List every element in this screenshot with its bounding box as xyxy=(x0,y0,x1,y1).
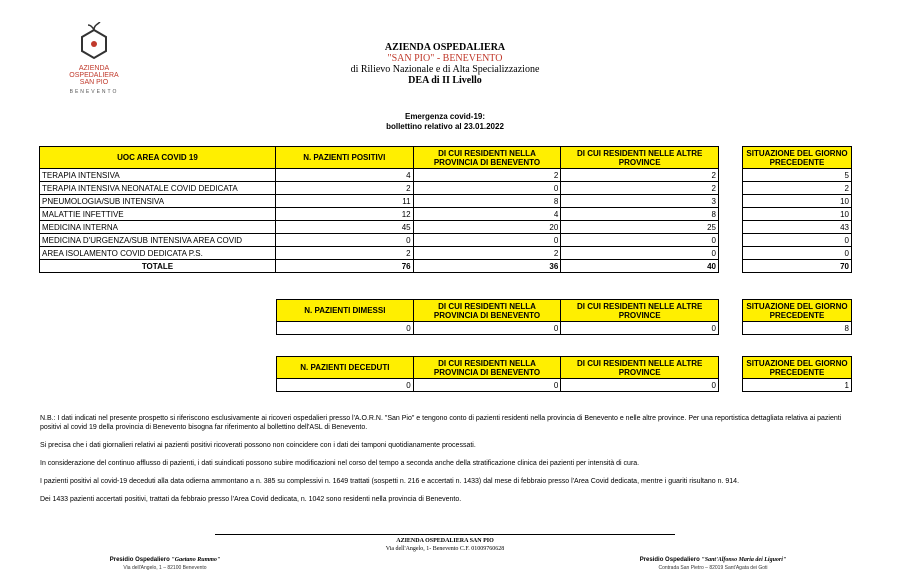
row-bn: 2 xyxy=(413,169,561,182)
dimessi-prev-header: SITUAZIONE DEL GIORNO PRECEDENTE xyxy=(743,300,852,322)
col-header-positivi: N. PAZIENTI POSITIVI xyxy=(275,147,413,169)
header-subtitle: "SAN PIO" - BENEVENTO xyxy=(387,53,503,64)
logo-city: BENEVENTO xyxy=(69,89,119,95)
row-positivi: 45 xyxy=(275,221,413,234)
row-bn: 8 xyxy=(413,195,561,208)
table-row xyxy=(40,247,719,260)
row-altre: 2 xyxy=(561,169,719,182)
table-row xyxy=(743,169,852,182)
row-positivi: 2 xyxy=(275,247,413,260)
footer-left xyxy=(95,556,235,572)
footer-right-address: Contrada San Pietro – 82019 Sant'Agata dei Goti xyxy=(658,565,768,571)
hospital-logo xyxy=(64,22,124,102)
table-row xyxy=(743,208,852,221)
deceduti-header-altre: DI CUI RESIDENTI NELLE ALTRE PROVINCE xyxy=(561,357,719,379)
col-header-uoc: UOC AREA COVID 19 xyxy=(40,147,276,169)
table-row xyxy=(40,221,719,234)
row-bn: 4 xyxy=(413,208,561,221)
deceduti-value-bn: 0 xyxy=(413,379,561,392)
note-paragraph: I pazienti positivi al covid-19 deceduti alla data odierna ammontano a n. 385 su complessivi n. 1649 trattati (sospetti n. 216 e accertati n. 1433) dal mese di febbraio presso l'Area Covid dedicata, mentre i guariti risultano n. 914. xyxy=(40,478,740,485)
table-row xyxy=(743,195,852,208)
row-prev: 43 xyxy=(743,221,852,234)
row-bn: 0 xyxy=(413,182,561,195)
footer-right xyxy=(618,556,808,572)
deceduti-table xyxy=(276,356,719,392)
row-name: TERAPIA INTENSIVA xyxy=(40,169,276,182)
report-title xyxy=(250,112,640,132)
footer-right-name: "Sant'Alfonso Maria dei Liguori" xyxy=(701,557,787,563)
row-prev: 5 xyxy=(743,169,852,182)
deceduti-value: 0 xyxy=(277,379,414,392)
deceduti-prev-header: SITUAZIONE DEL GIORNO PRECEDENTE xyxy=(743,357,852,379)
prev-table xyxy=(742,146,852,273)
row-bn: 2 xyxy=(413,247,561,260)
col-header-bn: DI CUI RESIDENTI NELLA PROVINCIA DI BENEVENTO xyxy=(413,147,561,169)
deceduti-prev-value: 1 xyxy=(743,379,852,392)
col-header-prev: SITUAZIONE DEL GIORNO PRECEDENTE xyxy=(743,147,852,169)
row-altre: 0 xyxy=(561,234,719,247)
dimessi-value-altre: 0 xyxy=(561,322,719,335)
dimessi-header-altre: DI CUI RESIDENTI NELLE ALTRE PROVINCE xyxy=(561,300,719,322)
table-row xyxy=(40,182,719,195)
table-row xyxy=(40,208,719,221)
row-altre: 3 xyxy=(561,195,719,208)
row-prev: 10 xyxy=(743,195,852,208)
row-prev: 10 xyxy=(743,208,852,221)
note-paragraph: In considerazione del continuo afflusso di pazienti, i dati suindicati possono subire modificazioni nel corso del tempo a seconda anche della stratificazione clinica dei pazienti per intensità di cura. xyxy=(40,460,640,467)
total-positivi: 76 xyxy=(275,260,413,273)
row-bn: 20 xyxy=(413,221,561,234)
main-table xyxy=(39,146,719,273)
hospital-logo-icon xyxy=(76,22,112,60)
footer-right-label: Presidio Ospedaliero xyxy=(639,557,702,563)
deceduti-value-altre: 0 xyxy=(561,379,719,392)
dimessi-header: N. PAZIENTI DIMESSI xyxy=(277,300,414,322)
row-name: TERAPIA INTENSIVA NEONATALE COVID DEDICATA xyxy=(40,182,276,195)
header-line-3: di Rilievo Nazionale e di Alta Specializzazione xyxy=(350,64,540,75)
footer-center-address: Via dell'Angelo, 1- Benevento C.F. 01009760628 xyxy=(385,546,505,552)
deceduti-header-bn: DI CUI RESIDENTI NELLA PROVINCIA DI BENEVENTO xyxy=(413,357,561,379)
row-positivi: 2 xyxy=(275,182,413,195)
dimessi-table xyxy=(276,299,719,335)
dimessi-prev-table xyxy=(742,299,852,335)
total-bn: 36 xyxy=(413,260,561,273)
total-row xyxy=(743,260,852,273)
footer-left-name: "Gaetano Rummo" xyxy=(171,557,221,563)
row-name: MEDICINA INTERNA xyxy=(40,221,276,234)
row-positivi: 0 xyxy=(275,234,413,247)
deceduti-prev-table xyxy=(742,356,852,392)
table-row xyxy=(743,234,852,247)
footer-divider xyxy=(215,534,675,535)
footer-center-title: AZIENDA OSPEDALIERA SAN PIO xyxy=(396,538,494,544)
row-prev: 0 xyxy=(743,234,852,247)
header-line-4: DEA di II Livello xyxy=(408,75,482,86)
footer-center xyxy=(250,537,640,553)
footer-left-label: Presidio Ospedaliero xyxy=(109,557,172,563)
row-altre: 8 xyxy=(561,208,719,221)
logo-line-2: OSPEDALIERA xyxy=(69,72,119,79)
row-name: PNEUMOLOGIA/SUB INTENSIVA xyxy=(40,195,276,208)
table-row xyxy=(40,195,719,208)
row-prev: 2 xyxy=(743,182,852,195)
header-title: AZIENDA OSPEDALIERA xyxy=(384,42,506,53)
note-paragraph: Si precisa che i dati giornalieri relativi ai pazienti positivi ricoverati possono non coincidere con i dati dei tamponi quotidianamente processati. xyxy=(40,442,476,449)
row-altre: 25 xyxy=(561,221,719,234)
note-paragraph: Dei 1433 pazienti accertati positivi, trattati da febbraio presso l'Area Covid dedicata, n. 1042 sono residenti nella provincia di Benevento. xyxy=(40,496,462,503)
table-row xyxy=(743,182,852,195)
row-altre: 2 xyxy=(561,182,719,195)
dimessi-value-bn: 0 xyxy=(413,322,561,335)
row-name: MALATTIE INFETTIVE xyxy=(40,208,276,221)
total-row xyxy=(40,260,719,273)
footer-left-address: Via dell'Angelo, 1 – 82100 Benevento xyxy=(123,565,207,571)
row-positivi: 12 xyxy=(275,208,413,221)
row-altre: 0 xyxy=(561,247,719,260)
dimessi-prev-value: 8 xyxy=(743,322,852,335)
document-header xyxy=(250,42,640,86)
total-altre: 40 xyxy=(561,260,719,273)
dimessi-value: 0 xyxy=(277,322,414,335)
row-prev: 0 xyxy=(743,247,852,260)
note-paragraph: N.B.: I dati indicati nel presente prospetto si riferiscono esclusivamente ai ricoveri ospedalieri presso l'A.O.R.N. "San Pio" e tengono conto di pazienti residenti nella provincia di Benevento e nelle altre province. Per una reportistica dettagliata relativa ai pazienti positivi al covid 19 della provincia di Benevento bisogna far riferimento al bollettino dell'ASL di Benevento. xyxy=(40,415,842,431)
row-name: MEDICINA D'URGENZA/SUB INTENSIVA AREA COVID xyxy=(40,234,276,247)
notes-section xyxy=(40,414,860,513)
table-row xyxy=(40,234,719,247)
logo-line-3: SAN PIO xyxy=(79,79,109,86)
total-prev: 70 xyxy=(743,260,852,273)
logo-line-1: AZIENDA xyxy=(78,65,110,72)
row-positivi: 4 xyxy=(275,169,413,182)
row-bn: 0 xyxy=(413,234,561,247)
report-line-1: Emergenza covid-19: xyxy=(404,112,486,121)
total-label: TOTALE xyxy=(40,260,276,273)
table-row xyxy=(40,169,719,182)
row-positivi: 11 xyxy=(275,195,413,208)
deceduti-header: N. PAZIENTI DECEDUTI xyxy=(277,357,414,379)
dimessi-header-bn: DI CUI RESIDENTI NELLA PROVINCIA DI BENEVENTO xyxy=(413,300,561,322)
table-row xyxy=(743,247,852,260)
report-line-2: bollettino relativo al 23.01.2022 xyxy=(386,122,504,131)
row-name: AREA ISOLAMENTO COVID DEDICATA P.S. xyxy=(40,247,276,260)
col-header-altre: DI CUI RESIDENTI NELLE ALTRE PROVINCE xyxy=(561,147,719,169)
table-row xyxy=(743,221,852,234)
